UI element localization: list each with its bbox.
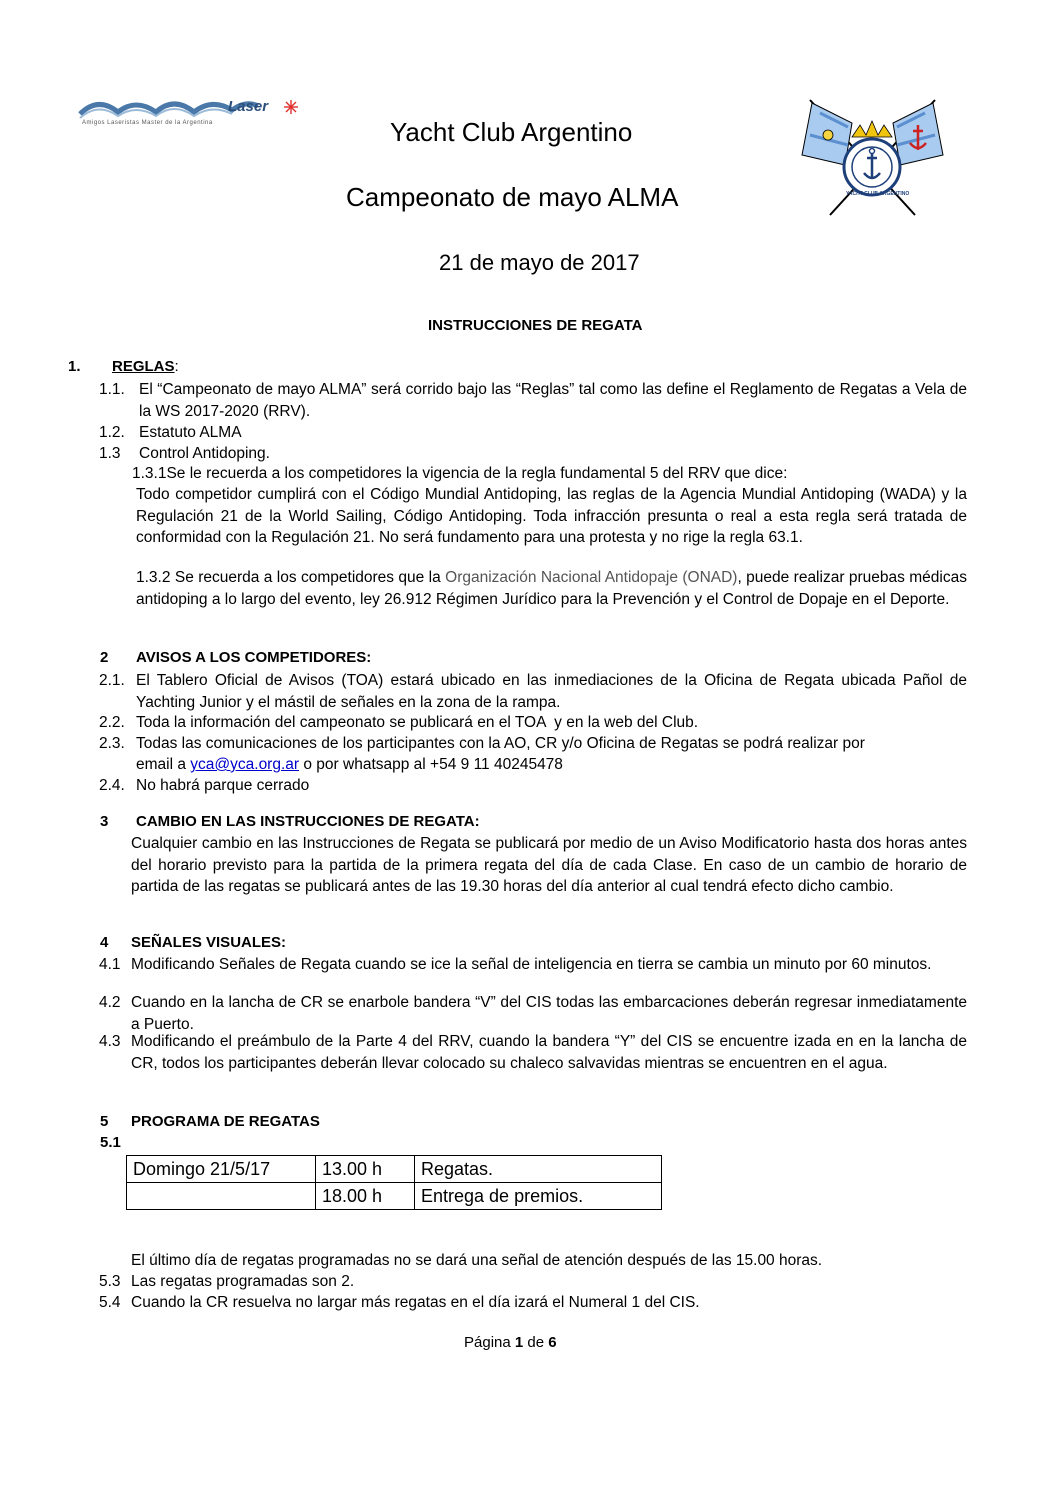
s2-email-pre: email a [136, 756, 186, 773]
footer-page-num: 1 [514, 1334, 524, 1351]
table-cell: 13.00 h [316, 1156, 415, 1183]
s4-item-2-number: 4.2 [99, 994, 121, 1011]
table-row [127, 1156, 662, 1183]
s1-item-3-text: Control Antidoping. [139, 445, 270, 462]
s5-item-4-number: 5.4 [99, 1294, 121, 1311]
table-cell [127, 1183, 316, 1210]
logo-right-text: YACHT CLUB ARGENTINO [846, 191, 910, 197]
s2-item-1-text: El Tablero Oficial de Avisos (TOA) estará ubicado en las inmediaciones de la Oficina de Regata ubicada Pañol de Yachting Junior y el mástil de señales en la zona de la rampa. [136, 672, 967, 711]
s4-title: SEÑALES VISUALES: [131, 934, 287, 951]
s3-text: Cualquier cambio en las Instrucciones de Regata se publicará por medio de un Aviso Modificatorio hasta dos horas antes del horario previsto para la partida de la primera regata del día de cada Clase. En caso de un cambio de horario de partida de las regatas se publicará antes de las 19.30 horas del día anterior al cual tendrá efecto dicho cambio. [131, 835, 967, 895]
s2-item-3-number: 2.3. [99, 735, 125, 752]
s3-title: CAMBIO EN LAS INSTRUCCIONES DE REGATA: [136, 813, 480, 830]
table-cell: 18.00 h [316, 1183, 415, 1210]
email-link[interactable]: yca@yca.org.ar [190, 756, 300, 773]
s5-item-3-number: 5.3 [99, 1273, 121, 1290]
s4-item-1-text: Modificando Señales de Regata cuando se ice la señal de inteligencia en tierra se cambia un minuto por 60 minutos. [131, 956, 932, 973]
page-footer [464, 1334, 557, 1351]
s5-sub-number: 5.1 [100, 1134, 121, 1151]
s1-number: 1. [68, 358, 81, 375]
doc-title: INSTRUCCIONES DE REGATA [428, 317, 643, 334]
s5-item-3-text: Las regatas programadas son 2. [131, 1273, 355, 1290]
table-row [127, 1183, 662, 1210]
s1-item-2-number: 1.2. [99, 424, 125, 441]
s2-item-1-number: 2.1. [99, 672, 125, 689]
s4-item-3-number: 4.3 [99, 1033, 121, 1050]
s2-item-4-number: 2.4. [99, 777, 125, 794]
logo-small-text: Amigos Laseristas Master de la Argentina [82, 120, 213, 126]
program-table [126, 1155, 662, 1210]
s2-email-post: o por whatsapp al +54 9 11 40245478 [303, 756, 563, 773]
table-cell: Entrega de premios. [415, 1183, 662, 1210]
s2-item-4-text: No habrá parque cerrado [136, 777, 310, 794]
s2-item-3-text: Todas las comunicaciones de los participantes con la AO, CR y/o Oficina de Regatas se podrá realizar por [136, 735, 865, 752]
s5-number: 5 [100, 1113, 109, 1130]
page-subtitle: Campeonato de mayo ALMA [346, 182, 679, 212]
s4-item-2-text: Cuando en la lancha de CR se enarbole bandera “V” del CIS todas las embarcaciones deberán regresar inmediatamente a Puerto. [131, 994, 967, 1033]
s1-item-1-number: 1.1. [99, 381, 125, 398]
event-date: 21 de mayo de 2017 [439, 250, 640, 275]
s5-title: PROGRAMA DE REGATAS [131, 1113, 320, 1130]
s1-title: REGLAS [112, 358, 175, 375]
s3-number: 3 [100, 813, 109, 830]
footer-page-total: 6 [548, 1334, 557, 1351]
s5-note: El último día de regatas programadas no se dará una señal de atención después de las 15.00 horas. [131, 1252, 823, 1269]
s1-item-3-number: 1.3 [99, 445, 121, 462]
s2-number: 2 [100, 649, 109, 666]
s1-item-32-post: , puede realizar pruebas médicas antidoping a lo largo del evento, ley 26.912 Régimen Jurídico para la Prevención y el Control de Dopaje en el Deporte. [136, 569, 967, 608]
s1-item-1-text: El “Campeonato de mayo ALMA” será corrido bajo las “Reglas” tal como las define el Reglamento de Regatas a Vela de la WS 2017-2020 (RRV). [139, 381, 967, 420]
onad-link[interactable]: Organización Nacional Antidopaje (ONAD) [445, 569, 738, 586]
yca-flags-logo [790, 95, 955, 220]
footer-page-label: Página [464, 1334, 511, 1351]
footer-of-label: de [527, 1334, 545, 1351]
s1-item-31-body: Todo competidor cumplirá con el Código Mundial Antidoping, las reglas de la Agencia Mundial Antidoping (WADA) y la Regulación 21 de la World Sailing, Código Antidoping. Toda infracción presunta o real a esta regla será tratada de conformidad con la Regulación 21. No será fundamento para una protesta y no rige la regla 63.1. [136, 486, 967, 546]
s2-item-2-text: Toda la información del campeonato se publicará en el TOA y en la web del Club. [136, 714, 699, 731]
s5-item-4-text: Cuando la CR resuelva no largar más regatas en el día izará el Numeral 1 del CIS. [131, 1294, 700, 1311]
s2-item-2-number: 2.2. [99, 714, 125, 731]
table-cell: Domingo 21/5/17 [127, 1156, 316, 1183]
s2-title: AVISOS A LOS COMPETIDORES: [136, 649, 372, 666]
s1-colon: : [174, 358, 179, 375]
logo-laser-text: Laser [228, 98, 269, 115]
s2-item-3-line2 [136, 754, 563, 776]
page-title: Yacht Club Argentino [390, 117, 633, 147]
s1-item-32 [136, 567, 967, 610]
crossed-flags-icon [790, 95, 955, 220]
alma-laser-logo [78, 92, 298, 132]
s4-item-3-text: Modificando el preámbulo de la Parte 4 del RRV, cuando la bandera “Y” del CIS se encuentre izada en en la lancha de CR, todos los participantes deberán llevar colocado su chaleco salvavidas mientras se encuentren en el agua. [131, 1033, 967, 1072]
s1-heading [112, 358, 179, 375]
table-cell: Regatas. [415, 1156, 662, 1183]
s1-item-32-pre: 1.3.2 Se recuerda a los competidores que la [136, 569, 441, 586]
s4-item-1-number: 4.1 [99, 956, 121, 973]
s1-item-31-line: 1.3.1Se le recuerda a los competidores la vigencia de la regla fundamental 5 del RRV que dice: [132, 465, 788, 482]
s1-item-2-text: Estatuto ALMA [139, 424, 242, 441]
s4-number: 4 [100, 934, 109, 951]
